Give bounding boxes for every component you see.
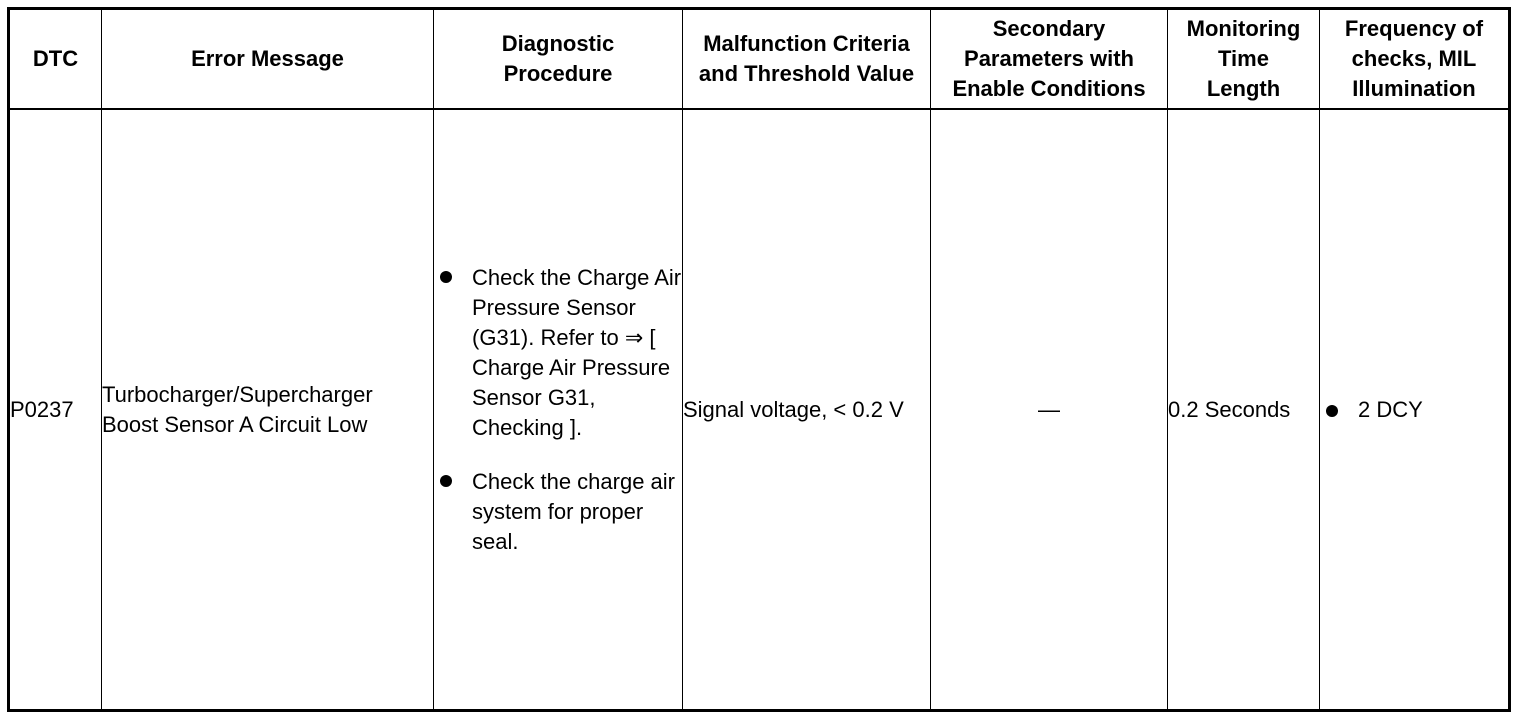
dtc-table	[7, 7, 1511, 712]
dtc-code: P0237	[9, 109, 102, 711]
procedure-step: Check the Charge Air Pressure Sensor (G31). Refer to ⇒ [ Charge Air Pressure Sensor G31, Checking ].	[434, 263, 682, 443]
header-malfunction-criteria: Malfunction Criteria and Threshold Value	[683, 9, 931, 110]
frequency-cell	[1320, 109, 1510, 711]
error-message: Turbocharger/Supercharger Boost Sensor A Circuit Low	[102, 109, 434, 711]
header-error-message: Error Message	[102, 9, 434, 110]
diagnostic-procedure	[434, 109, 683, 711]
malfunction-criteria: Signal voltage, < 0.2 V	[683, 109, 931, 711]
frequency-value: 2 DCY	[1320, 395, 1508, 425]
secondary-parameters: —	[931, 109, 1168, 711]
header-frequency: Frequency of checks, MIL Illumination	[1320, 9, 1510, 110]
table-header-row	[9, 9, 1510, 110]
header-secondary-parameters: Secondary Parameters with Enable Conditions	[931, 9, 1168, 110]
monitoring-time: 0.2 Seconds	[1168, 109, 1320, 711]
header-diagnostic-procedure: Diagnostic Procedure	[434, 9, 683, 110]
header-dtc: DTC	[9, 9, 102, 110]
table-row	[9, 109, 1510, 711]
procedure-list	[434, 263, 682, 557]
header-monitoring-time: Monitoring Time Length	[1168, 9, 1320, 110]
procedure-step: Check the charge air system for proper seal.	[434, 467, 682, 557]
